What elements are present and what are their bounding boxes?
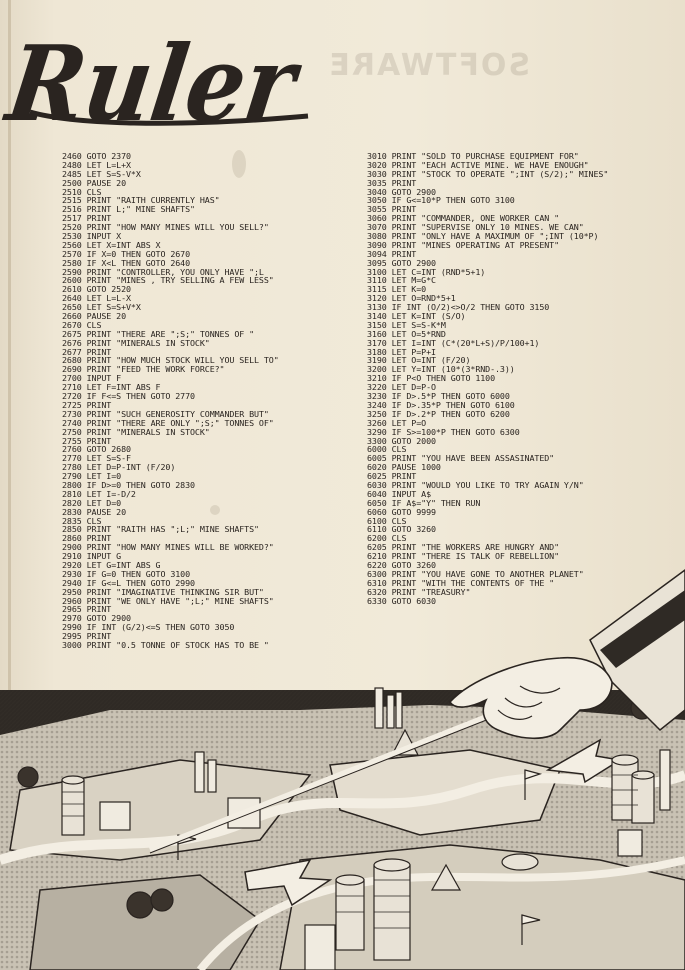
code-line: 2480 LET L=L+X bbox=[62, 159, 131, 170]
code-line: 3150 LET S=S-K*M bbox=[367, 319, 446, 330]
code-line: 2516 PRINT L;" MINE SHAFTS" bbox=[62, 204, 195, 215]
code-line: 2950 PRINT "IMAGINATIVE THINKING SIR BUT" bbox=[62, 586, 264, 597]
code-line: 3170 LET I=INT (C*(20*L+S)/P/100+1) bbox=[367, 337, 540, 348]
code-line: 2910 INPUT G bbox=[62, 551, 122, 562]
code-line: 6040 INPUT A$ bbox=[367, 488, 432, 499]
code-line: 2995 PRINT bbox=[62, 631, 112, 642]
code-line: 2920 LET G=INT ABS G bbox=[62, 559, 161, 570]
code-line: 6020 PAUSE 1000 bbox=[367, 462, 441, 473]
code-line: 3120 LET O=RND*5+1 bbox=[367, 293, 456, 304]
code-line: 3200 LET Y=INT (10*(3*RND-.3)) bbox=[367, 364, 515, 375]
code-line: 3000 PRINT "0.5 TONNE OF STOCK HAS TO BE " bbox=[62, 639, 269, 650]
code-line: 3190 LET O=INT (F/20) bbox=[367, 355, 471, 366]
code-line: 2790 LET I=0 bbox=[62, 471, 122, 482]
illustration bbox=[0, 560, 685, 970]
code-line: 3055 PRINT bbox=[367, 204, 417, 215]
code-line: 3180 LET P=P+I bbox=[367, 346, 436, 357]
code-line: 2660 PAUSE 20 bbox=[62, 311, 127, 322]
code-line: 2640 LET L=L-X bbox=[62, 293, 131, 304]
code-line: 2930 IF G=0 THEN GOTO 3100 bbox=[62, 568, 191, 579]
code-line: 2515 PRINT "RAITH CURRENTLY HAS" bbox=[62, 195, 220, 206]
code-line: 6000 CLS bbox=[367, 444, 407, 455]
code-line: 2970 GOTO 2900 bbox=[62, 613, 131, 624]
code-line: 3230 IF D>.5*P THEN GOTO 6000 bbox=[367, 391, 510, 402]
code-listing-right bbox=[367, 152, 608, 605]
code-line: 6330 GOTO 6030 bbox=[367, 595, 436, 606]
code-line: 2720 IF F<=S THEN GOTO 2770 bbox=[62, 391, 195, 402]
code-line: 6200 CLS bbox=[367, 533, 407, 544]
code-line: 2675 PRINT "THERE ARE ";S;" TONNES OF " bbox=[62, 328, 255, 339]
code-line: 3100 LET C=INT (RND*5+1) bbox=[367, 266, 486, 277]
code-line: 6110 GOTO 3260 bbox=[367, 524, 436, 535]
code-line: 6030 PRINT "WOULD YOU LIKE TO TRY AGAIN Y/N" bbox=[367, 479, 584, 490]
code-line: 2810 LET I=-D/2 bbox=[62, 488, 136, 499]
code-line: 2770 LET S=S-F bbox=[62, 453, 131, 464]
code-line: 3260 LET P=O bbox=[367, 417, 427, 428]
code-line: 3095 GOTO 2900 bbox=[367, 257, 436, 268]
code-line: 3250 IF D>.2*P THEN GOTO 6200 bbox=[367, 408, 510, 419]
page-title bbox=[0, 20, 341, 145]
code-line: 2460 GOTO 2370 bbox=[62, 151, 131, 161]
code-line: 2860 PRINT bbox=[62, 533, 112, 544]
code-line: 3010 PRINT "SOLD TO PURCHASE EQUIPMENT FOR" bbox=[367, 151, 579, 161]
ink-smudge bbox=[210, 505, 220, 515]
title-text: Ruler bbox=[0, 22, 341, 145]
code-line: 3130 IF INT (O/2)<>O/2 THEN GOTO 3150 bbox=[367, 302, 550, 313]
code-line: 3030 PRINT "STOCK TO OPERATE ";INT (S/2);" MINES" bbox=[367, 168, 609, 179]
code-line: 6100 CLS bbox=[367, 515, 407, 526]
code-line: 2517 PRINT bbox=[62, 213, 112, 224]
code-line: 3050 IF G<=10*P THEN GOTO 3100 bbox=[367, 195, 515, 206]
code-line: 2730 PRINT "SUCH GENEROSITY COMMANDER BUT" bbox=[62, 408, 269, 419]
code-line: 3110 LET M=G*C bbox=[367, 275, 436, 286]
code-line: 3060 PRINT "COMMANDER, ONE WORKER CAN " bbox=[367, 213, 560, 224]
code-line: 6300 PRINT "YOU HAVE GONE TO ANOTHER PLANET" bbox=[367, 568, 584, 579]
code-line: 2580 IF X<L THEN GOTO 2640 bbox=[62, 257, 191, 268]
code-line: 2670 CLS bbox=[62, 319, 102, 330]
code-line: 6060 GOTO 9999 bbox=[367, 506, 436, 517]
code-line: 2760 GOTO 2680 bbox=[62, 444, 131, 455]
code-line: 3300 GOTO 2000 bbox=[367, 435, 436, 446]
title-logo bbox=[0, 20, 341, 145]
code-line: 2677 PRINT bbox=[62, 346, 112, 357]
code-line: 2710 LET F=INT ABS F bbox=[62, 382, 161, 393]
code-line: 6320 PRINT "TREASURY" bbox=[367, 586, 471, 597]
code-line: 2560 LET X=INT ABS X bbox=[62, 239, 161, 250]
code-line: 2850 PRINT "RAITH HAS ";L;" MINE SHAFTS" bbox=[62, 524, 259, 535]
code-line: 2940 IF G<=L THEN GOTO 2990 bbox=[62, 577, 195, 588]
code-line: 2725 PRINT bbox=[62, 399, 112, 410]
code-line: 2830 PAUSE 20 bbox=[62, 506, 127, 517]
code-line: 6205 PRINT "THE WORKERS ARE HUNGRY AND" bbox=[367, 542, 560, 553]
code-line: 2676 PRINT "MINERALS IN STOCK" bbox=[62, 337, 210, 348]
code-line: 6310 PRINT "WITH THE CONTENTS OF THE " bbox=[367, 577, 555, 588]
code-line: 2680 PRINT "HOW MUCH STOCK WILL YOU SELL TO" bbox=[62, 355, 279, 366]
code-line: 2800 IF D>=0 THEN GOTO 2830 bbox=[62, 479, 195, 490]
code-line: 2520 PRINT "HOW MANY MINES WILL YOU SELL?" bbox=[62, 222, 269, 233]
code-line: 2600 PRINT "MINES , TRY SELLING A FEW LESS" bbox=[62, 275, 274, 286]
code-line: 3070 PRINT "SUPERVISE ONLY 10 MINES. WE CAN" bbox=[367, 222, 584, 233]
code-line: 2960 PRINT "WE ONLY HAVE ";L;" MINE SHAFTS" bbox=[62, 595, 274, 606]
code-line: 3035 PRINT bbox=[367, 177, 417, 188]
code-line: 3115 LET K=0 bbox=[367, 284, 427, 295]
code-line: 3094 PRINT bbox=[367, 248, 417, 259]
code-line: 6210 PRINT "THERE IS TALK OF REBELLION" bbox=[367, 551, 560, 562]
code-line: 2610 GOTO 2520 bbox=[62, 284, 131, 295]
code-line: 3080 PRINT "ONLY HAVE A MAXIMUM OF ";INT (10*P) bbox=[367, 231, 599, 242]
code-line: 2965 PRINT bbox=[62, 604, 112, 615]
code-line: 2485 LET S=S-V*X bbox=[62, 168, 141, 179]
ink-smudge bbox=[232, 150, 246, 178]
code-line: 6005 PRINT "YOU HAVE BEEN ASSASINATED" bbox=[367, 453, 555, 464]
code-line: 3240 IF D>.35*P THEN GOTO 6100 bbox=[367, 399, 515, 410]
code-line: 2570 IF X=0 THEN GOTO 2670 bbox=[62, 248, 191, 259]
code-line: 2990 IF INT (G/2)<=S THEN GOTO 3050 bbox=[62, 622, 235, 633]
code-line: 3090 PRINT "MINES OPERATING AT PRESENT" bbox=[367, 239, 560, 250]
code-line: 2700 INPUT F bbox=[62, 373, 122, 384]
code-line: 2780 LET D=P-INT (F/20) bbox=[62, 462, 176, 473]
code-line: 2690 PRINT "FEED THE WORK FORCE?" bbox=[62, 364, 225, 375]
code-line: 2755 PRINT bbox=[62, 435, 112, 446]
code-line: 2650 LET S=S+V*X bbox=[62, 302, 141, 313]
code-line: 6220 GOTO 3260 bbox=[367, 559, 436, 570]
code-line: 2590 PRINT "CONTROLLER, YOU ONLY HAVE ";L bbox=[62, 266, 264, 277]
code-line: 2510 CLS bbox=[62, 186, 102, 197]
code-line: 3140 LET K=INT (S/O) bbox=[367, 311, 466, 322]
code-line: 2820 LET D=0 bbox=[62, 497, 122, 508]
code-line: 3210 IF P<O THEN GOTO 1100 bbox=[367, 373, 496, 384]
code-line: 2900 PRINT "HOW MANY MINES WILL BE WORKED?" bbox=[62, 542, 274, 553]
code-line: 2740 PRINT "THERE ARE ONLY ";S;" TONNES OF" bbox=[62, 417, 274, 428]
code-line: 2500 PAUSE 20 bbox=[62, 177, 127, 188]
code-line: 3220 LET D=P-O bbox=[367, 382, 436, 393]
code-line: 2835 CLS bbox=[62, 515, 102, 526]
code-line: 6050 IF A$="Y" THEN RUN bbox=[367, 497, 481, 508]
code-line: 3160 LET O=5*RND bbox=[367, 328, 446, 339]
code-line: 3020 PRINT "EACH ACTIVE MINE. WE HAVE ENOUGH" bbox=[367, 159, 589, 170]
code-line: 2750 PRINT "MINERALS IN STOCK" bbox=[62, 426, 210, 437]
show-through-text: SOFTWARE bbox=[327, 48, 530, 83]
code-line: 3290 IF S>=100*P THEN GOTO 6300 bbox=[367, 426, 520, 437]
code-line: 6025 PRINT bbox=[367, 471, 417, 482]
planet-map-illustration bbox=[0, 560, 685, 970]
code-line: 2530 INPUT X bbox=[62, 231, 122, 242]
code-line: 3040 GOTO 2900 bbox=[367, 186, 436, 197]
